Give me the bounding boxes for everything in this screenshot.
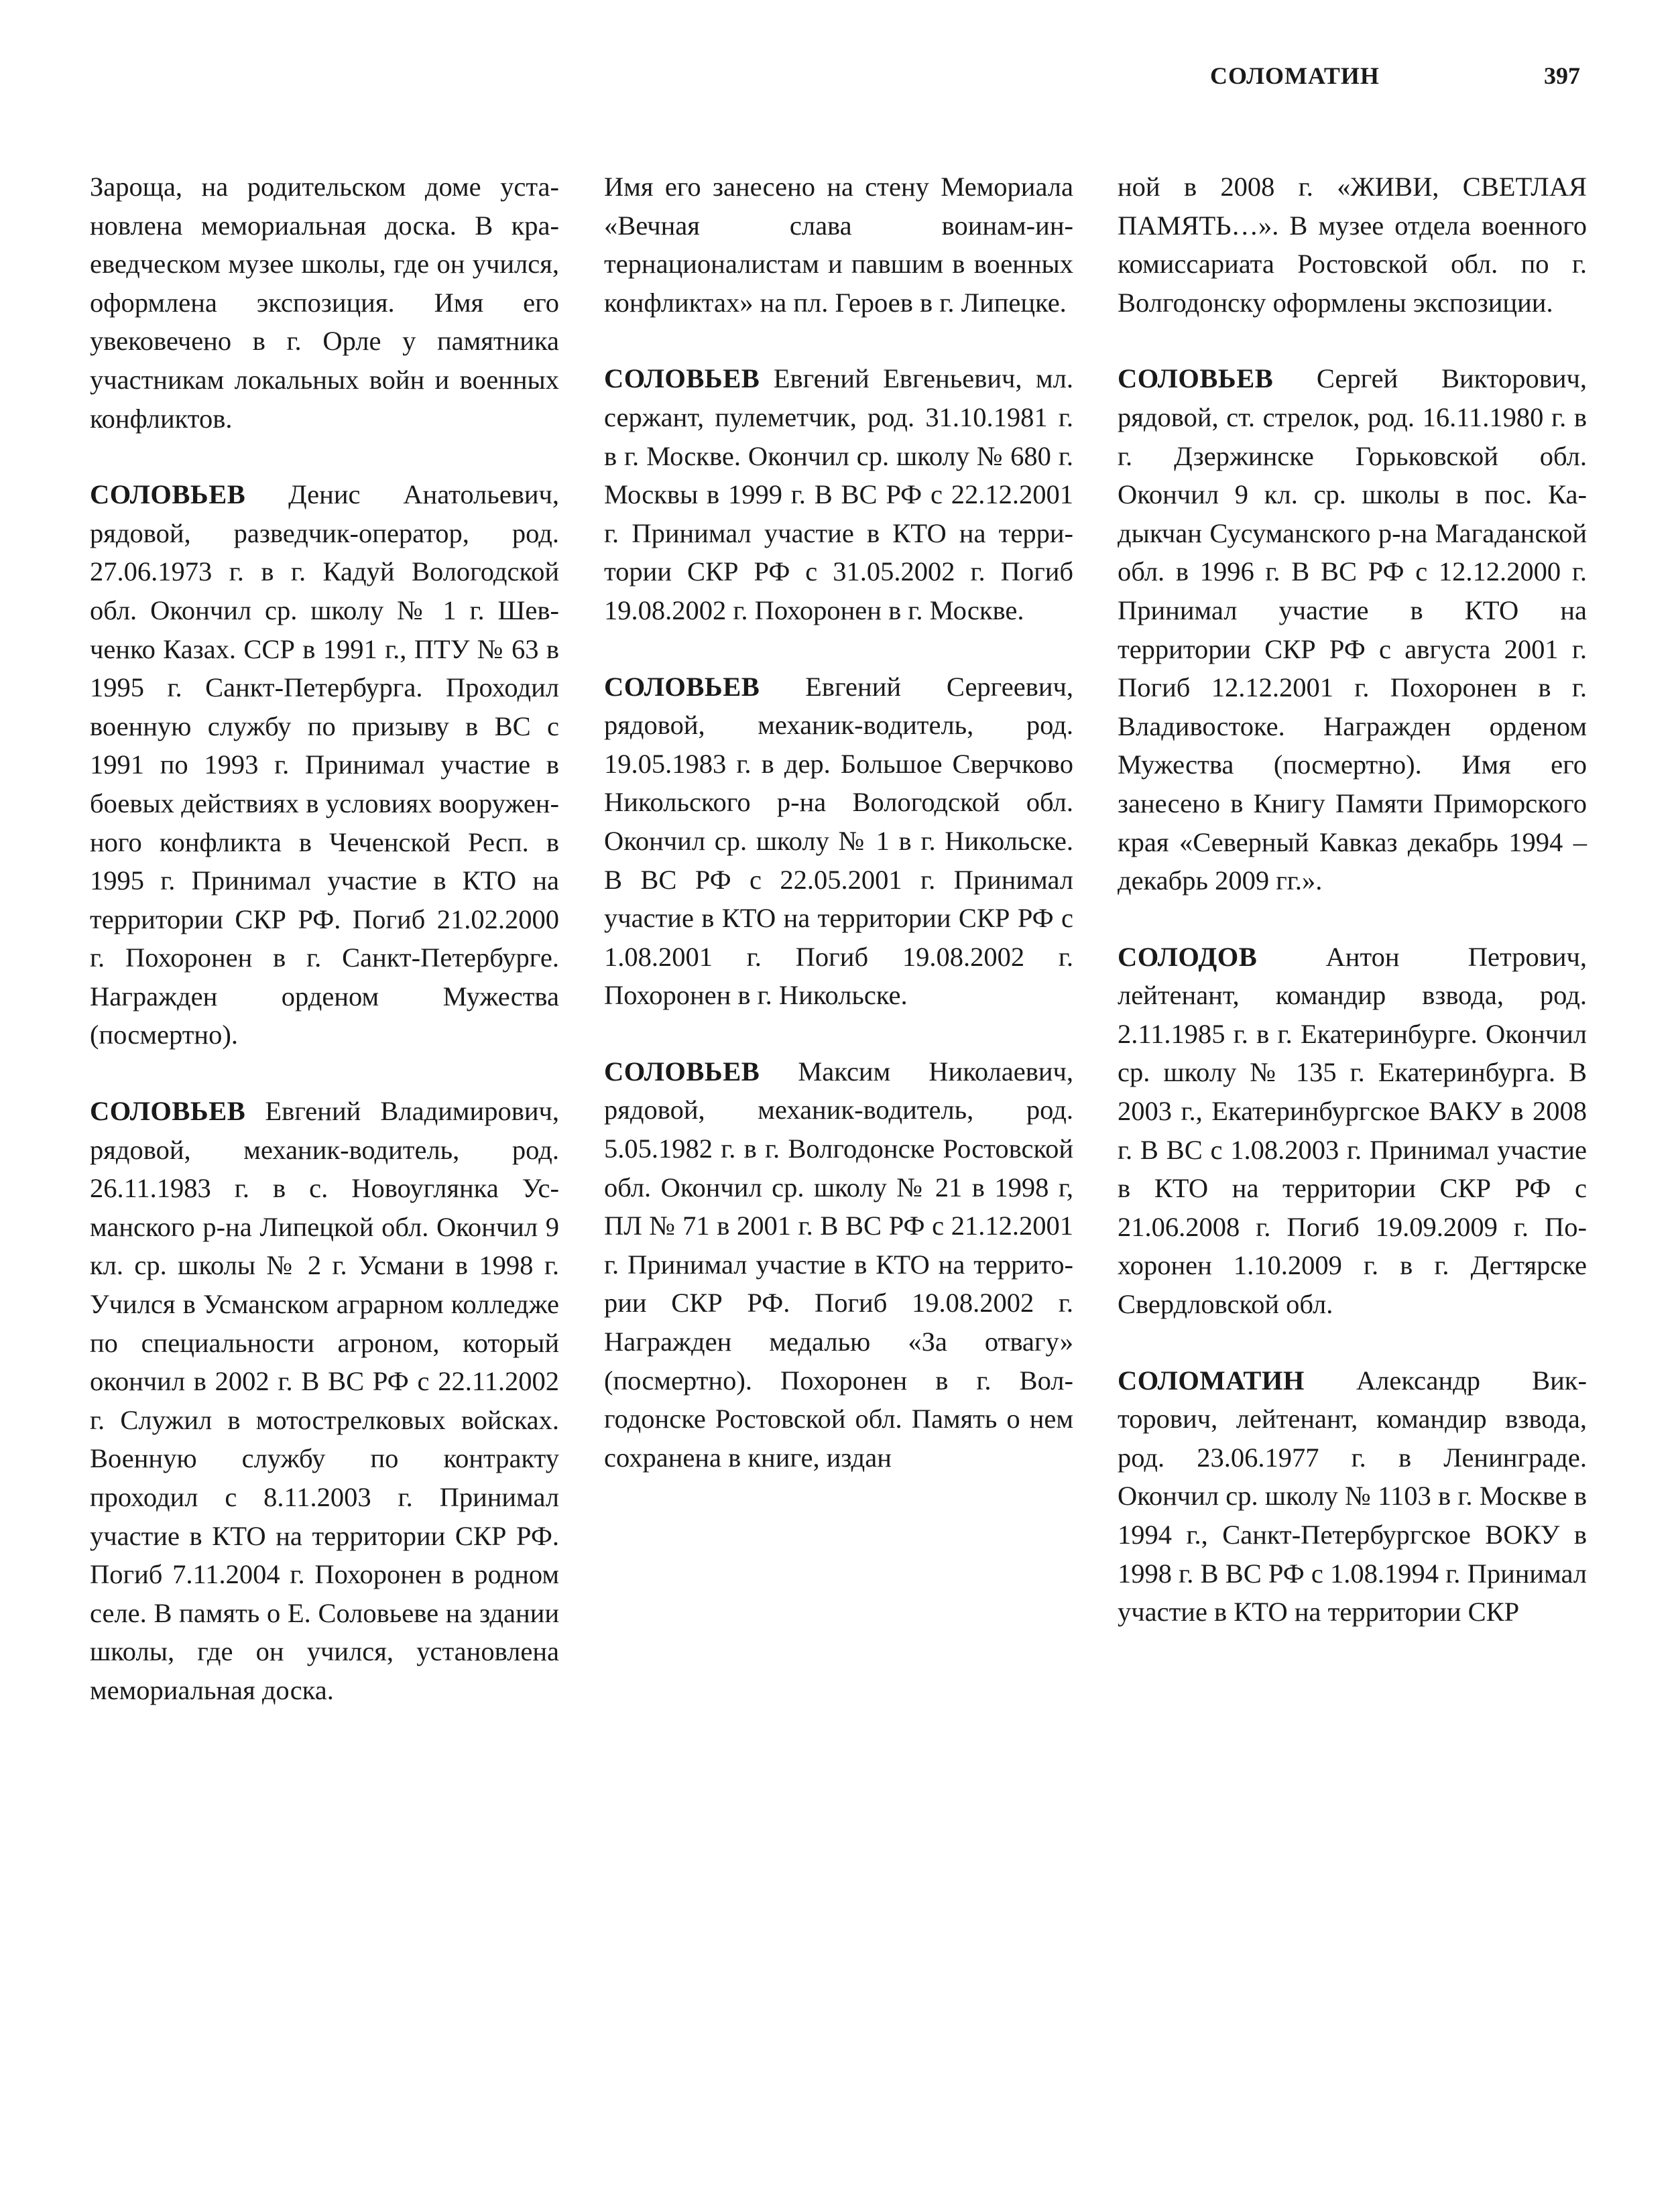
entry-soloviev-evgeny-vladimirovich: СОЛОВЬЕВ Евгений Владимирович, рядовой, механик-водитель, род. 26.11.1983 г. в с. Новоуглянка Усманского р-на Липецкой обл. Окончил 9 кл. ср. школы № 2 г. Усмани в 1998 г. Учился в Усманском аграрном колледже по специальности агроном, который окончил в 2002 г. В ВС РФ с 22.11.2002 г. Служил в мотострелковых войсках. Военную службу по контракту проходил с 8.11.2003 г. Принимал участие в КТО на территории СКР РФ. Погиб 7.11.2004 г. Похоронен в родном селе. В память о Е. Соловьеве на здании школы, где он учился, установлена мемориальная доска. [90, 1096, 559, 1705]
column-2 [604, 168, 1073, 1477]
entry-surname: СОЛОВЬЕВ [1118, 363, 1274, 394]
entry-surname: СОЛОВЬЕВ [604, 363, 760, 394]
entry-surname: СОЛОВЬЕВ [90, 479, 246, 510]
entry-solomatin-aleksandr: СОЛОМАТИН Александр Викторович, лейтенант, командир взвода, род. 23.06.1977 г. в Ленинграде. Окончил ср. школу № 1103 в г. Москве в 1994 г., Санкт-Петербургское ВОКУ в 1998 г. В ВС РФ с 1.08.1994 г. Принимал участие в КТО на территории СКР [1118, 1365, 1587, 1627]
column-1 [90, 168, 559, 1710]
page-number: 397 [1544, 62, 1580, 89]
entry-surname: СОЛОВЬЕВ [604, 1056, 760, 1087]
entry-soloviev-denis: СОЛОВЬЕВ Денис Анатольевич, рядовой, разведчик-оператор, род. 27.06.1973 г. в г. Кадуй Вологодской обл. Окончил ср. школу № 1 г. Шевченко Казах. ССР в 1991 г., ПТУ № 63 в 1995 г. Санкт-Петербурга. Проходил военную службу по призыву в ВС с 1991 по 1993 г. Принимал участие в боевых действиях в условиях вооруженного конфликта в Чеченской Респ. в 1995 г. Принимал участие в КТО на территории СКР РФ. Погиб 21.02.2000 г. Похоронен в г. Санкт-Петербурге. Награжден орденом Мужества (посмертно). [90, 479, 559, 1050]
column-3 [1118, 168, 1587, 1632]
running-title: СОЛОМАТИН [1210, 62, 1380, 89]
entry-soloviev-maksim: СОЛОВЬЕВ Максим Николаевич, рядовой, механик-водитель, род. 5.05.1982 г. в г. Волгодонске Ростовской обл. Окончил ср. школу № 21 в 1998 г, ПЛ № 71 в 2001 г. В ВС РФ с 21.12.2001 г. Принимал участие в КТО на территории СКР РФ. Погиб 19.08.2002 г. Награжден медалью «За отвагу» (посмертно). Похоронен в г. Волгодонске Ростовской обл. Память о нем сохранена в книге, издан [604, 1056, 1073, 1473]
entry-surname: СОЛОВЬЕВ [90, 1096, 246, 1127]
entry-surname: СОЛОВЬЕВ [604, 671, 760, 702]
continued-paragraph: ной в 2008 г. «ЖИВИ, СВЕТЛАЯ ПАМЯТЬ…». В музее отдела военного комиссариата Ростовской обл. по г. Волгодонску оформлены экспозиции. [1118, 172, 1587, 318]
entry-surname: СОЛОДОВ [1118, 941, 1258, 972]
entry-soloviev-evgeny-evgenievich: СОЛОВЬЕВ Евгений Евгеньевич, мл. сержант, пулеметчик, род. 31.10.1981 г. в г. Москве. Окончил ср. школу № 680 г. Москвы в 1999 г. В ВС РФ с 22.12.2001 г. Принимал участие в КТО на территории СКР РФ с 31.05.2002 г. Погиб 19.08.2002 г. Похоронен в г. Москве. [604, 363, 1073, 625]
entry-soloviev-evgeny-sergeevich: СОЛОВЬЕВ Евгений Сергеевич, рядовой, механик-водитель, род. 19.05.1983 г. в дер. Большое Сверчково Никольского р-на Вологодской обл. Окончил ср. школу № 1 в г. Никольске. В ВС РФ с 22.05.2001 г. Принимал участие в КТО на территории СКР РФ с 1.08.2001 г. Погиб 19.08.2002 г. Похоронен в г. Никольске. [604, 671, 1073, 1011]
running-header [0, 62, 1676, 102]
entry-soloviev-sergey: СОЛОВЬЕВ Сергей Викторович, рядовой, ст. стрелок, род. 16.11.1980 г. в г. Дзержинске Горьковской обл. Окончил 9 кл. ср. школы в пос. Кадыкчан Сусуманского р-на Магаданской обл. в 1996 г. В ВС РФ с 12.12.2000 г. Принимал участие в КТО на территории СКР РФ с августа 2001 г. Погиб 12.12.2001 г. Похоронен в г. Владивостоке. Награжден орденом Мужества (посмертно). Имя его занесено в Книгу Памяти Приморского края «Северный Кавказ декабрь 1994 – декабрь 2009 гг.». [1118, 363, 1587, 896]
entry-solodov-anton: СОЛОДОВ Антон Петрович, лейтенант, командир взвода, род. 2.11.1985 г. в г. Екатеринбурге. Окончил ср. школу № 135 г. Екатеринбурга. В 2003 г., Екатеринбургское ВАКУ в 2008 г. В ВС с 1.08.2003 г. Принимал участие в КТО на территории СКР РФ с 21.06.2008 г. Погиб 19.09.2009 г. Похоронен 1.10.2009 г. в г. Дегтярске Свердловской обл. [1118, 941, 1587, 1320]
continued-paragraph: Имя его занесено на стену Мемориала «Вечная слава воинам-интернационалистам и павшим в военных конфликтах» на пл. Героев в г. Липецке. [604, 172, 1073, 318]
continued-paragraph: Зароща, на родительском доме установлена мемориальная доска. В краеведческом музее школы, где он учился, оформлена экспозиция. Имя его увековечено в г. Орле у памятника участникам локальных войн и военных конфликтов. [90, 172, 559, 434]
entry-surname: СОЛОМАТИН [1118, 1365, 1305, 1396]
